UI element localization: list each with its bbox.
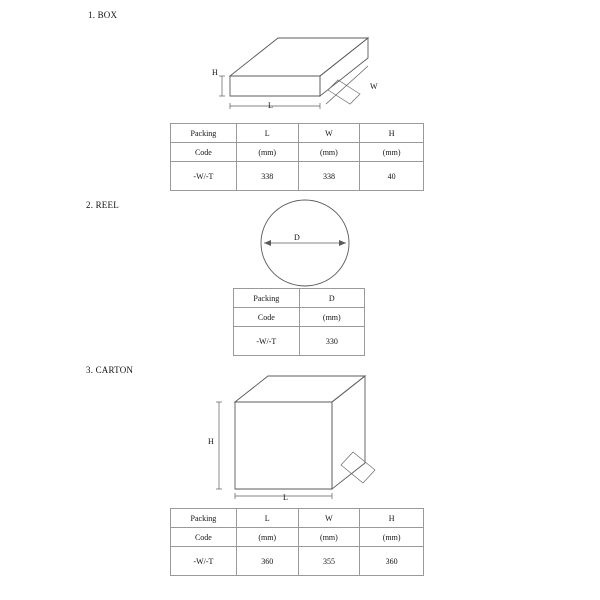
table-row (234, 289, 365, 308)
table-row (171, 124, 424, 143)
carton-height-label: H (208, 437, 214, 446)
table-row (171, 162, 424, 191)
box-length-label: L (268, 101, 273, 110)
box-width-label: W (370, 82, 378, 91)
table-row (171, 547, 424, 576)
table-row (234, 327, 365, 356)
table-header-cell: W (298, 124, 360, 143)
table-header-cell: Code (234, 308, 300, 327)
table-header-cell: W (298, 509, 360, 528)
table-header-cell: (mm) (360, 528, 424, 547)
table-cell: 338 (298, 162, 360, 191)
section-title-reel: 2. REEL (86, 200, 119, 210)
table-header-cell: L (236, 124, 298, 143)
table-header-cell: H (360, 509, 424, 528)
table-header-cell: (mm) (299, 308, 364, 327)
table-header-cell: Packing (234, 289, 300, 308)
table-row (171, 143, 424, 162)
table-header-cell: (mm) (298, 528, 360, 547)
table-header-cell: Code (171, 143, 237, 162)
table-cell: 338 (236, 162, 298, 191)
table-header-cell: Packing (171, 509, 237, 528)
table-header-cell: Code (171, 528, 237, 547)
section-title-carton: 3. CARTON (86, 365, 134, 375)
section-title-box: 1. BOX (88, 10, 118, 20)
box-diagram (200, 18, 390, 118)
reel-diameter-label: D (291, 233, 303, 242)
reel-diagram (250, 198, 360, 290)
table-cell: 360 (236, 547, 298, 576)
table-header-cell: Packing (171, 124, 237, 143)
table-header-cell: H (360, 124, 424, 143)
table-cell: 355 (298, 547, 360, 576)
box-spec-table (170, 123, 424, 191)
table-cell: 360 (360, 547, 424, 576)
reel-spec-table (233, 288, 365, 356)
table-cell: 330 (299, 327, 364, 356)
carton-length-label: L (283, 493, 288, 502)
carton-diagram (195, 370, 395, 500)
table-cell: -W/-T (171, 547, 237, 576)
table-header-cell: (mm) (236, 143, 298, 162)
table-cell: -W/-T (234, 327, 300, 356)
table-cell: 40 (360, 162, 424, 191)
table-header-cell: D (299, 289, 364, 308)
box-height-label: H (212, 68, 218, 77)
table-row (171, 509, 424, 528)
table-header-cell: (mm) (298, 143, 360, 162)
carton-spec-table (170, 508, 424, 576)
table-header-cell: (mm) (236, 528, 298, 547)
table-row (171, 528, 424, 547)
table-header-cell: L (236, 509, 298, 528)
table-row (234, 308, 365, 327)
table-cell: -W/-T (171, 162, 237, 191)
table-header-cell: (mm) (360, 143, 424, 162)
